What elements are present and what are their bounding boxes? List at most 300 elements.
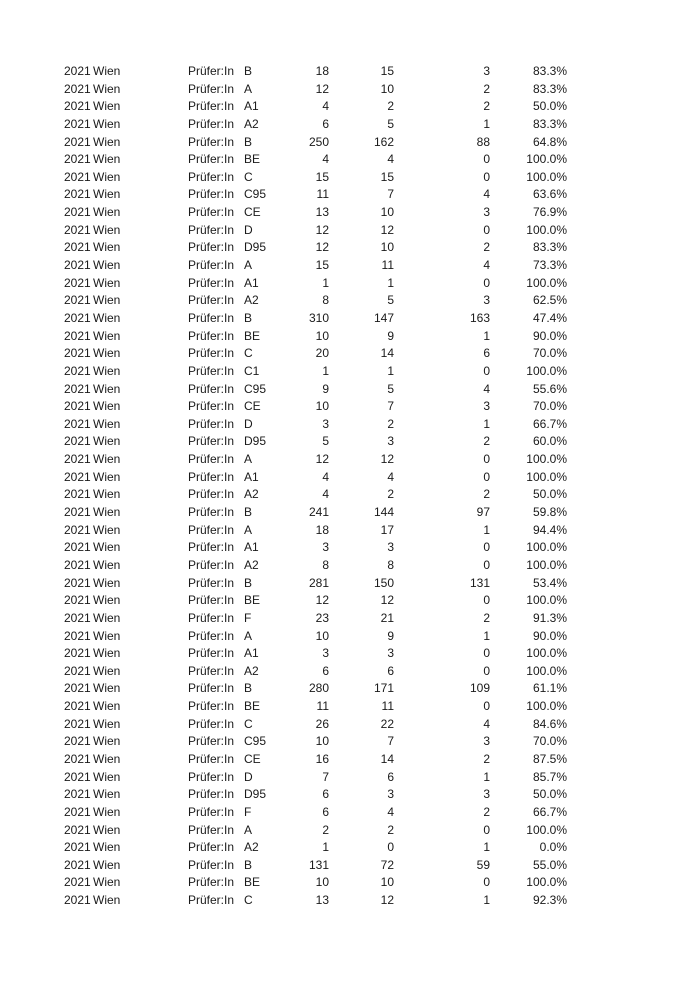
city-cell: Wien [93, 169, 121, 184]
role-cell: Prüfer:In [188, 222, 235, 237]
role-cell: Prüfer:In [188, 593, 235, 608]
year-cell: 2021 [64, 452, 91, 467]
year-cell: 2021 [64, 346, 91, 361]
total-count-cell: 3 [322, 540, 329, 555]
city-cell: Wien [93, 328, 121, 343]
table-row [0, 575, 700, 593]
role-cell: Prüfer:In [188, 505, 235, 520]
table-row [0, 592, 700, 610]
license-class-cell: CE [244, 399, 261, 414]
pass-rate-cell: 70.0% [532, 399, 567, 414]
failed-count-cell: 0 [483, 452, 490, 467]
total-count-cell: 6 [322, 787, 329, 802]
license-class-cell: BE [244, 328, 261, 343]
table-row [0, 822, 700, 840]
failed-count-cell: 2 [483, 487, 490, 502]
pass-rate-cell: 60.0% [532, 434, 567, 449]
year-cell: 2021 [64, 64, 91, 78]
failed-count-cell: 1 [483, 416, 490, 431]
year-cell: 2021 [64, 557, 91, 572]
total-count-cell: 10 [315, 875, 329, 890]
role-cell: Prüfer:In [188, 522, 235, 537]
city-cell: Wien [93, 540, 121, 555]
year-cell: 2021 [64, 363, 91, 378]
license-class-cell: BE [244, 593, 261, 608]
city-cell: Wien [93, 699, 121, 714]
pass-rate-cell: 94.4% [532, 522, 567, 537]
role-cell: Prüfer:In [188, 310, 235, 325]
role-cell: Prüfer:In [188, 610, 235, 625]
city-cell: Wien [93, 787, 121, 802]
year-cell: 2021 [64, 152, 91, 167]
license-class-cell: A2 [244, 557, 259, 572]
passed-count-cell: 10 [380, 205, 394, 220]
passed-count-cell: 21 [380, 610, 394, 625]
role-cell: Prüfer:In [188, 557, 235, 572]
year-cell: 2021 [64, 81, 91, 96]
failed-count-cell: 131 [469, 575, 490, 590]
license-class-cell: B [244, 575, 253, 590]
table-row [0, 363, 700, 381]
year-cell: 2021 [64, 804, 91, 819]
table-row [0, 557, 700, 575]
table-row [0, 786, 700, 804]
total-count-cell: 9 [322, 381, 329, 396]
passed-count-cell: 12 [380, 593, 394, 608]
year-cell: 2021 [64, 734, 91, 749]
passed-count-cell: 11 [381, 699, 394, 714]
table-row [0, 186, 700, 204]
license-class-cell: C95 [244, 734, 267, 749]
table-row [0, 892, 700, 910]
total-count-cell: 250 [308, 134, 329, 149]
total-count-cell: 6 [322, 116, 329, 131]
year-cell: 2021 [64, 381, 91, 396]
license-class-cell: C [244, 346, 253, 361]
license-class-cell: A [244, 822, 253, 837]
table-row [0, 857, 700, 875]
city-cell: Wien [93, 610, 121, 625]
failed-count-cell: 2 [483, 804, 490, 819]
passed-count-cell: 22 [380, 716, 394, 731]
failed-count-cell: 1 [483, 522, 490, 537]
failed-count-cell: 0 [483, 222, 490, 237]
table-row [0, 275, 700, 293]
table-row [0, 769, 700, 787]
license-class-cell: D95 [244, 787, 267, 802]
year-cell: 2021 [64, 169, 91, 184]
total-count-cell: 6 [322, 663, 329, 678]
total-count-cell: 16 [315, 751, 329, 766]
total-count-cell: 18 [315, 522, 329, 537]
role-cell: Prüfer:In [188, 893, 235, 908]
pass-rate-cell: 100.0% [526, 169, 567, 184]
passed-count-cell: 3 [387, 787, 394, 802]
role-cell: Prüfer:In [188, 840, 235, 855]
passed-count-cell: 11 [381, 258, 394, 273]
role-cell: Prüfer:In [188, 575, 235, 590]
pass-rate-cell: 76.9% [532, 205, 567, 220]
pass-rate-cell: 100.0% [526, 699, 567, 714]
failed-count-cell: 0 [483, 275, 490, 290]
data-table [0, 63, 700, 910]
failed-count-cell: 1 [483, 328, 490, 343]
city-cell: Wien [93, 310, 121, 325]
total-count-cell: 4 [322, 487, 329, 502]
passed-count-cell: 14 [380, 751, 394, 766]
city-cell: Wien [93, 469, 121, 484]
table-row [0, 539, 700, 557]
city-cell: Wien [93, 293, 121, 308]
year-cell: 2021 [64, 575, 91, 590]
passed-count-cell: 4 [387, 152, 394, 167]
city-cell: Wien [93, 134, 121, 149]
passed-count-cell: 144 [373, 505, 394, 520]
pass-rate-cell: 100.0% [526, 822, 567, 837]
license-class-cell: C [244, 716, 253, 731]
city-cell: Wien [93, 99, 121, 114]
city-cell: Wien [93, 646, 121, 661]
city-cell: Wien [93, 734, 121, 749]
failed-count-cell: 109 [469, 681, 490, 696]
city-cell: Wien [93, 81, 121, 96]
passed-count-cell: 10 [380, 240, 394, 255]
year-cell: 2021 [64, 469, 91, 484]
year-cell: 2021 [64, 187, 91, 202]
passed-count-cell: 5 [387, 293, 394, 308]
city-cell: Wien [93, 416, 121, 431]
total-count-cell: 23 [315, 610, 329, 625]
failed-count-cell: 4 [483, 258, 490, 273]
failed-count-cell: 4 [483, 187, 490, 202]
total-count-cell: 7 [322, 769, 329, 784]
table-row [0, 645, 700, 663]
license-class-cell: D [244, 416, 253, 431]
passed-count-cell: 162 [373, 134, 394, 149]
pass-rate-cell: 100.0% [526, 875, 567, 890]
pass-rate-cell: 100.0% [526, 452, 567, 467]
city-cell: Wien [93, 804, 121, 819]
license-class-cell: A2 [244, 293, 259, 308]
city-cell: Wien [93, 681, 121, 696]
license-class-cell: B [244, 310, 253, 325]
year-cell: 2021 [64, 328, 91, 343]
passed-count-cell: 72 [380, 857, 394, 872]
pass-rate-cell: 50.0% [532, 99, 567, 114]
table-row [0, 134, 700, 152]
pass-rate-cell: 100.0% [526, 593, 567, 608]
total-count-cell: 1 [322, 363, 329, 378]
failed-count-cell: 6 [483, 346, 490, 361]
year-cell: 2021 [64, 505, 91, 520]
passed-count-cell: 3 [387, 646, 394, 661]
passed-count-cell: 15 [380, 64, 394, 78]
pass-rate-cell: 100.0% [526, 222, 567, 237]
pass-rate-cell: 66.7% [532, 804, 567, 819]
total-count-cell: 4 [322, 152, 329, 167]
role-cell: Prüfer:In [188, 275, 235, 290]
table-row [0, 116, 700, 134]
city-cell: Wien [93, 205, 121, 220]
city-cell: Wien [93, 258, 121, 273]
license-class-cell: C95 [244, 381, 267, 396]
year-cell: 2021 [64, 751, 91, 766]
year-cell: 2021 [64, 875, 91, 890]
passed-count-cell: 9 [387, 328, 394, 343]
total-count-cell: 12 [315, 240, 329, 255]
table-row [0, 81, 700, 99]
failed-count-cell: 0 [483, 822, 490, 837]
year-cell: 2021 [64, 99, 91, 114]
table-row [0, 398, 700, 416]
year-cell: 2021 [64, 275, 91, 290]
failed-count-cell: 3 [483, 293, 490, 308]
city-cell: Wien [93, 399, 121, 414]
failed-count-cell: 3 [483, 64, 490, 78]
pass-rate-cell: 92.3% [532, 893, 567, 908]
passed-count-cell: 1 [387, 363, 394, 378]
city-cell: Wien [93, 857, 121, 872]
table-row [0, 663, 700, 681]
table-row [0, 680, 700, 698]
total-count-cell: 310 [308, 310, 329, 325]
passed-count-cell: 5 [387, 116, 394, 131]
pass-rate-cell: 50.0% [532, 787, 567, 802]
city-cell: Wien [93, 593, 121, 608]
failed-count-cell: 0 [483, 169, 490, 184]
total-count-cell: 20 [315, 346, 329, 361]
pass-rate-cell: 83.3% [532, 116, 567, 131]
license-class-cell: A [244, 628, 253, 643]
license-class-cell: A [244, 522, 253, 537]
pass-rate-cell: 50.0% [532, 487, 567, 502]
role-cell: Prüfer:In [188, 822, 235, 837]
total-count-cell: 1 [322, 840, 329, 855]
total-count-cell: 12 [315, 593, 329, 608]
pass-rate-cell: 55.0% [532, 857, 567, 872]
license-class-cell: CE [244, 751, 261, 766]
total-count-cell: 8 [322, 293, 329, 308]
total-count-cell: 241 [308, 505, 329, 520]
city-cell: Wien [93, 116, 121, 131]
city-cell: Wien [93, 434, 121, 449]
license-class-cell: A [244, 81, 253, 96]
year-cell: 2021 [64, 434, 91, 449]
passed-count-cell: 7 [387, 399, 394, 414]
pass-rate-cell: 62.5% [532, 293, 567, 308]
city-cell: Wien [93, 575, 121, 590]
passed-count-cell: 12 [380, 452, 394, 467]
pass-rate-cell: 83.3% [532, 81, 567, 96]
role-cell: Prüfer:In [188, 681, 235, 696]
failed-count-cell: 0 [483, 363, 490, 378]
passed-count-cell: 2 [387, 99, 394, 114]
passed-count-cell: 17 [380, 522, 394, 537]
license-class-cell: D95 [244, 434, 267, 449]
total-count-cell: 12 [315, 81, 329, 96]
year-cell: 2021 [64, 628, 91, 643]
pass-rate-cell: 100.0% [526, 663, 567, 678]
pass-rate-cell: 0.0% [539, 840, 567, 855]
passed-count-cell: 7 [387, 734, 394, 749]
pass-rate-cell: 100.0% [526, 152, 567, 167]
year-cell: 2021 [64, 663, 91, 678]
role-cell: Prüfer:In [188, 134, 235, 149]
city-cell: Wien [93, 187, 121, 202]
failed-count-cell: 59 [476, 857, 490, 872]
license-class-cell: B [244, 134, 253, 149]
role-cell: Prüfer:In [188, 116, 235, 131]
city-cell: Wien [93, 346, 121, 361]
failed-count-cell: 2 [483, 81, 490, 96]
role-cell: Prüfer:In [188, 434, 235, 449]
pass-rate-cell: 73.3% [532, 258, 567, 273]
total-count-cell: 8 [322, 557, 329, 572]
year-cell: 2021 [64, 893, 91, 908]
role-cell: Prüfer:In [188, 240, 235, 255]
license-class-cell: A1 [244, 469, 259, 484]
pass-rate-cell: 100.0% [526, 540, 567, 555]
pass-rate-cell: 63.6% [532, 187, 567, 202]
license-class-cell: A2 [244, 487, 259, 502]
pass-rate-cell: 70.0% [532, 734, 567, 749]
license-class-cell: A1 [244, 99, 259, 114]
license-class-cell: C [244, 893, 253, 908]
pass-rate-cell: 100.0% [526, 557, 567, 572]
city-cell: Wien [93, 240, 121, 255]
year-cell: 2021 [64, 857, 91, 872]
city-cell: Wien [93, 840, 121, 855]
city-cell: Wien [93, 628, 121, 643]
table-row [0, 222, 700, 240]
total-count-cell: 4 [322, 469, 329, 484]
role-cell: Prüfer:In [188, 81, 235, 96]
role-cell: Prüfer:In [188, 363, 235, 378]
role-cell: Prüfer:In [188, 646, 235, 661]
table-row [0, 381, 700, 399]
license-class-cell: A1 [244, 646, 259, 661]
failed-count-cell: 0 [483, 557, 490, 572]
table-row [0, 716, 700, 734]
passed-count-cell: 2 [387, 487, 394, 502]
role-cell: Prüfer:In [188, 663, 235, 678]
total-count-cell: 10 [315, 734, 329, 749]
failed-count-cell: 2 [483, 610, 490, 625]
year-cell: 2021 [64, 822, 91, 837]
failed-count-cell: 3 [483, 734, 490, 749]
city-cell: Wien [93, 522, 121, 537]
table-row [0, 698, 700, 716]
pass-rate-cell: 83.3% [532, 64, 567, 78]
city-cell: Wien [93, 452, 121, 467]
total-count-cell: 15 [315, 169, 329, 184]
total-count-cell: 10 [315, 399, 329, 414]
role-cell: Prüfer:In [188, 716, 235, 731]
passed-count-cell: 7 [387, 187, 394, 202]
table-row [0, 610, 700, 628]
passed-count-cell: 12 [380, 222, 394, 237]
role-cell: Prüfer:In [188, 734, 235, 749]
city-cell: Wien [93, 557, 121, 572]
failed-count-cell: 3 [483, 787, 490, 802]
city-cell: Wien [93, 663, 121, 678]
pass-rate-cell: 61.1% [532, 681, 567, 696]
year-cell: 2021 [64, 240, 91, 255]
license-class-cell: A2 [244, 116, 259, 131]
license-class-cell: A [244, 258, 253, 273]
city-cell: Wien [93, 487, 121, 502]
table-row [0, 874, 700, 892]
role-cell: Prüfer:In [188, 381, 235, 396]
year-cell: 2021 [64, 840, 91, 855]
table-row [0, 504, 700, 522]
role-cell: Prüfer:In [188, 328, 235, 343]
role-cell: Prüfer:In [188, 152, 235, 167]
failed-count-cell: 2 [483, 751, 490, 766]
total-count-cell: 2 [322, 822, 329, 837]
year-cell: 2021 [64, 416, 91, 431]
role-cell: Prüfer:In [188, 346, 235, 361]
year-cell: 2021 [64, 787, 91, 802]
pass-rate-cell: 70.0% [532, 346, 567, 361]
pass-rate-cell: 47.4% [532, 310, 567, 325]
total-count-cell: 1 [322, 275, 329, 290]
table-row [0, 98, 700, 116]
year-cell: 2021 [64, 522, 91, 537]
failed-count-cell: 0 [483, 469, 490, 484]
passed-count-cell: 10 [380, 875, 394, 890]
city-cell: Wien [93, 222, 121, 237]
pass-rate-cell: 90.0% [532, 328, 567, 343]
failed-count-cell: 163 [469, 310, 490, 325]
pass-rate-cell: 100.0% [526, 275, 567, 290]
city-cell: Wien [93, 893, 121, 908]
passed-count-cell: 150 [373, 575, 394, 590]
total-count-cell: 10 [315, 328, 329, 343]
year-cell: 2021 [64, 205, 91, 220]
failed-count-cell: 97 [476, 505, 490, 520]
failed-count-cell: 4 [483, 381, 490, 396]
license-class-cell: F [244, 804, 252, 819]
table-row [0, 469, 700, 487]
year-cell: 2021 [64, 258, 91, 273]
passed-count-cell: 1 [387, 275, 394, 290]
passed-count-cell: 9 [387, 628, 394, 643]
license-class-cell: BE [244, 875, 261, 890]
license-class-cell: C95 [244, 187, 267, 202]
table-row [0, 733, 700, 751]
license-class-cell: A1 [244, 540, 259, 555]
role-cell: Prüfer:In [188, 699, 235, 714]
failed-count-cell: 0 [483, 875, 490, 890]
role-cell: Prüfer:In [188, 399, 235, 414]
failed-count-cell: 0 [483, 540, 490, 555]
city-cell: Wien [93, 152, 121, 167]
year-cell: 2021 [64, 540, 91, 555]
failed-count-cell: 1 [483, 628, 490, 643]
license-class-cell: A [244, 452, 253, 467]
table-row [0, 416, 700, 434]
table-row [0, 292, 700, 310]
pass-rate-cell: 84.6% [532, 716, 567, 731]
license-class-cell: D [244, 222, 253, 237]
year-cell: 2021 [64, 293, 91, 308]
failed-count-cell: 2 [483, 99, 490, 114]
city-cell: Wien [93, 822, 121, 837]
total-count-cell: 280 [308, 681, 329, 696]
table-row [0, 486, 700, 504]
role-cell: Prüfer:In [188, 469, 235, 484]
